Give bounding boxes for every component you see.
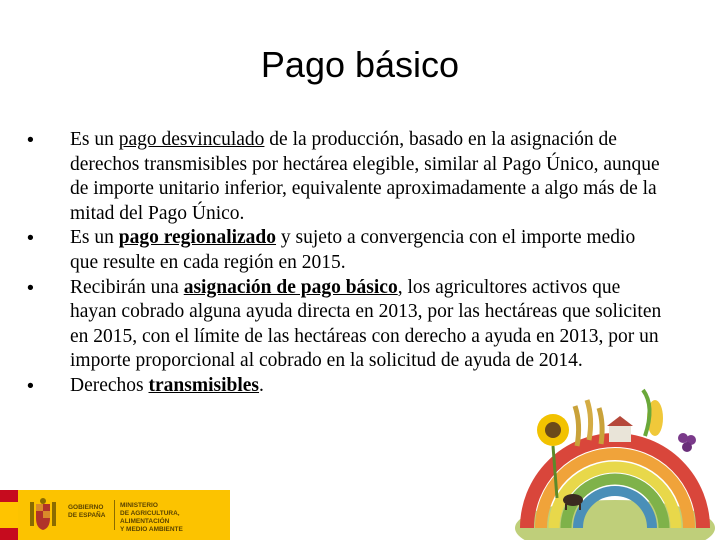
rainbow-crops-illustration	[505, 378, 720, 540]
grapes-icon	[678, 433, 696, 452]
bullet-text: Es un	[70, 129, 119, 150]
ministry-text	[120, 502, 230, 534]
government-band	[18, 490, 230, 540]
bullet-text: Recibirán una	[70, 276, 184, 298]
bullet-item	[27, 128, 667, 226]
bullet-marker: •	[27, 374, 34, 397]
government-logo	[0, 490, 230, 540]
ministry-line: DE AGRICULTURA, ALIMENTACIÓN	[120, 510, 180, 525]
bullet-list	[27, 128, 667, 399]
flag-stripe	[0, 490, 18, 502]
bullet-text: Es un	[70, 227, 119, 249]
gov-line: DE ESPAÑA	[68, 512, 106, 519]
spain-flag-icon	[0, 490, 18, 540]
bullet-marker: •	[27, 129, 34, 151]
bullet-text: y sujeto a convergencia con el importe medio que resulte en cada región en 2015.	[70, 227, 636, 273]
slide-title: Pago básico	[260, 44, 460, 85]
gov-line: GOBIERNO	[68, 504, 104, 511]
bullet-emphasis: asignación de pago básico	[183, 276, 398, 298]
ministry-line: Y MEDIO AMBIENTE	[120, 526, 183, 533]
bullet-text: , los agricultores activos que hayan cobrado alguna ayuda directa en 2013, por las hectáreas que soliciten en 2015, con el límite de las hectáreas con derecho a ayuda en 2013, por un importe proporcional al cobrado en la solicitud de ayuda de 2014.	[70, 276, 662, 372]
bullet-text: .	[259, 374, 264, 396]
flag-stripe	[0, 502, 18, 528]
coat-of-arms-icon	[26, 498, 60, 532]
bullet-item	[27, 276, 667, 374]
bullet-marker: •	[27, 227, 34, 250]
bullet-emphasis: pago desvinculado	[118, 129, 265, 150]
farmhouse-icon	[607, 416, 633, 442]
bullet-text: de la producción, basado en la asignación de derechos transmisibles por hectárea elegible, similar al Pago Único, aunque de importe unitario inferior, equivalente aproximadamente a algo más de la mitad del Pago Único.	[70, 129, 660, 224]
corn-icon	[643, 390, 663, 436]
bullet-item	[27, 226, 667, 275]
bullet-marker: •	[27, 276, 34, 299]
bullet-emphasis: pago regionalizado	[118, 227, 277, 249]
flag-stripe	[0, 528, 18, 540]
bullet-emphasis: transmisibles	[148, 374, 260, 396]
bullet-text: Derechos	[70, 374, 149, 396]
logo-divider	[114, 500, 115, 530]
government-text	[68, 504, 105, 520]
ministry-line: MINISTERIO	[120, 502, 158, 509]
